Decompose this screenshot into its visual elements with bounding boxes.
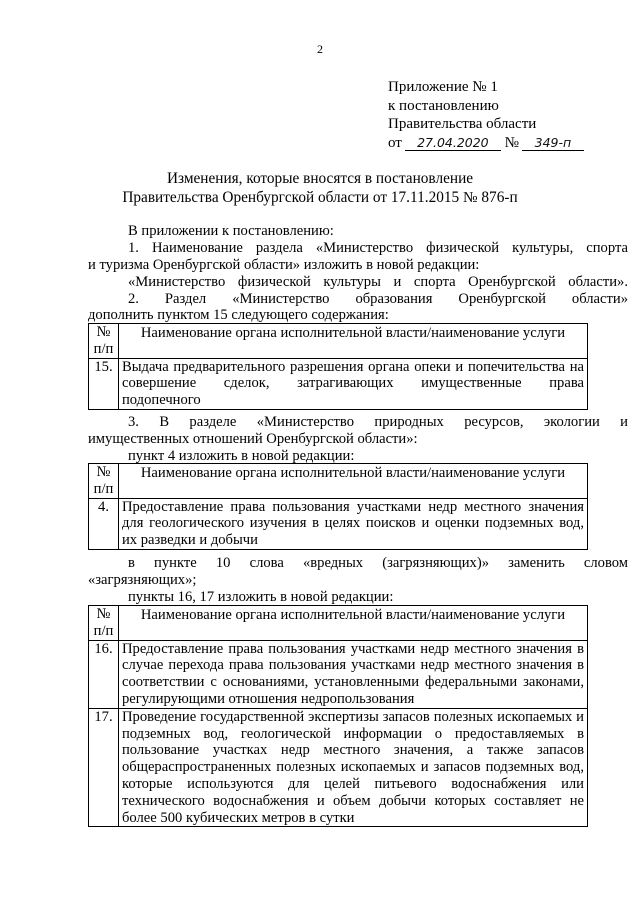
header-num-l2: п/п: [93, 480, 114, 497]
item1-line3: «Министерство физической культуры и спорта Оренбургской области».: [128, 274, 628, 290]
table-section-education: [88, 323, 588, 410]
row-text: [119, 640, 588, 708]
appendix-date-line: [388, 134, 618, 153]
row-text-last: их разведки и добычи: [122, 532, 258, 549]
row-num: 15.: [89, 358, 119, 409]
table-header-row: [89, 324, 588, 359]
appendix-line-2: к постановлению: [388, 97, 499, 114]
header-num-l1: №: [96, 606, 111, 622]
document-title-line-2: Правительства Оренбургской области от 17.11.2015 № 876-п: [122, 189, 518, 206]
item2-line2: дополнить пунктом 15 следующего содержания:: [88, 307, 389, 323]
header-num-cell: [89, 606, 119, 641]
row-text-main: Выдача предварительного разрешения органа опеки и попечительства на совершение сделок, затрагивающих имущественные права: [122, 358, 584, 392]
row-text-main: Проведение государственной экспертизы запасов полезных ископаемых и подземных вод, геологической информации о предоставляемых в пользование участках недр местного значения, а также запасов общераспространенных полезных ископаемых и запасов подземных вод, которые используются для целей питьевого водоснабжения или технического водоснабжения и объем добычи которых составляет не: [122, 708, 584, 809]
table-header-row: [89, 464, 588, 499]
row-text-last: подопечного: [122, 392, 201, 409]
handwritten-number: 349-п: [522, 136, 584, 151]
row-text: [119, 358, 588, 409]
appendix-block: [388, 78, 618, 152]
row-text-last: регулирующими отношения недропользования: [122, 690, 415, 707]
header-name-cell: Наименование органа исполнительной власти/наименование услуги: [119, 606, 588, 641]
table-row: [89, 498, 588, 549]
row-num: 4.: [89, 498, 119, 549]
row-num: 16.: [89, 640, 119, 708]
item3-line5: «загрязняющих»;: [88, 572, 197, 588]
header-num-cell: [89, 324, 119, 359]
document-title-line-1: Изменения, которые вносятся в постановление: [166, 170, 474, 187]
number-prefix: №: [504, 134, 519, 151]
item3-line2: имущественных отношений Оренбургской области»:: [88, 431, 418, 447]
header-num-l1: №: [96, 324, 111, 340]
header-num-cell: [89, 464, 119, 499]
header-num-l1: №: [96, 464, 111, 480]
date-prefix: от: [388, 134, 402, 151]
item1-line1: 1. Наименование раздела «Министерство физической культуры, спорта: [128, 240, 628, 256]
header-name-cell: Наименование органа исполнительной власти/наименование услуги: [119, 464, 588, 499]
page-number: 2: [317, 42, 323, 56]
header-num-l2: п/п: [93, 340, 114, 357]
handwritten-date: 27.04.2020: [405, 136, 501, 151]
item3-line4: в пункте 10 слова «вредных (загрязняющих)» заменить словом: [128, 555, 628, 571]
appendix-line-1: Приложение № 1: [388, 79, 498, 95]
header-num-l2: п/п: [93, 622, 114, 639]
item3-line3: пункт 4 изложить в новой редакции:: [128, 448, 355, 464]
table-items-16-17: [88, 605, 588, 827]
row-text: [119, 498, 588, 549]
item3-line1: 3. В разделе «Министерство природных ресурсов, экологии и: [128, 414, 628, 430]
table-header-row: [89, 606, 588, 641]
appendix-line-3: Правительства области: [388, 116, 537, 132]
table-section-nature: [88, 463, 588, 550]
table-row: [89, 358, 588, 409]
item1-line2: и туризма Оренбургской области» изложить в новой редакции:: [88, 257, 480, 273]
item3-line6: пункты 16, 17 изложить в новой редакции:: [128, 589, 394, 605]
item2-line1: 2. Раздел «Министерство образования Оренбургской области»: [128, 291, 628, 307]
intro-text: В приложении к постановлению:: [128, 223, 334, 239]
row-text-main: Предоставление права пользования участками недр местного значения для геологического изучения в целях поисков и оценки подземных вод,: [122, 498, 584, 532]
row-text-main: Предоставление права пользования участками недр местного значения в случае перехода права пользования участками недр местного значения в соответствии с основаниями, установленными федеральными законами,: [122, 640, 584, 691]
table-row: [89, 640, 588, 708]
row-text: [119, 708, 588, 827]
table-row: [89, 708, 588, 827]
header-name-cell: Наименование органа исполнительной власти/наименование услуги: [119, 324, 588, 359]
row-text-last: более 500 кубических метров в сутки: [122, 809, 355, 826]
row-num: 17.: [89, 708, 119, 827]
